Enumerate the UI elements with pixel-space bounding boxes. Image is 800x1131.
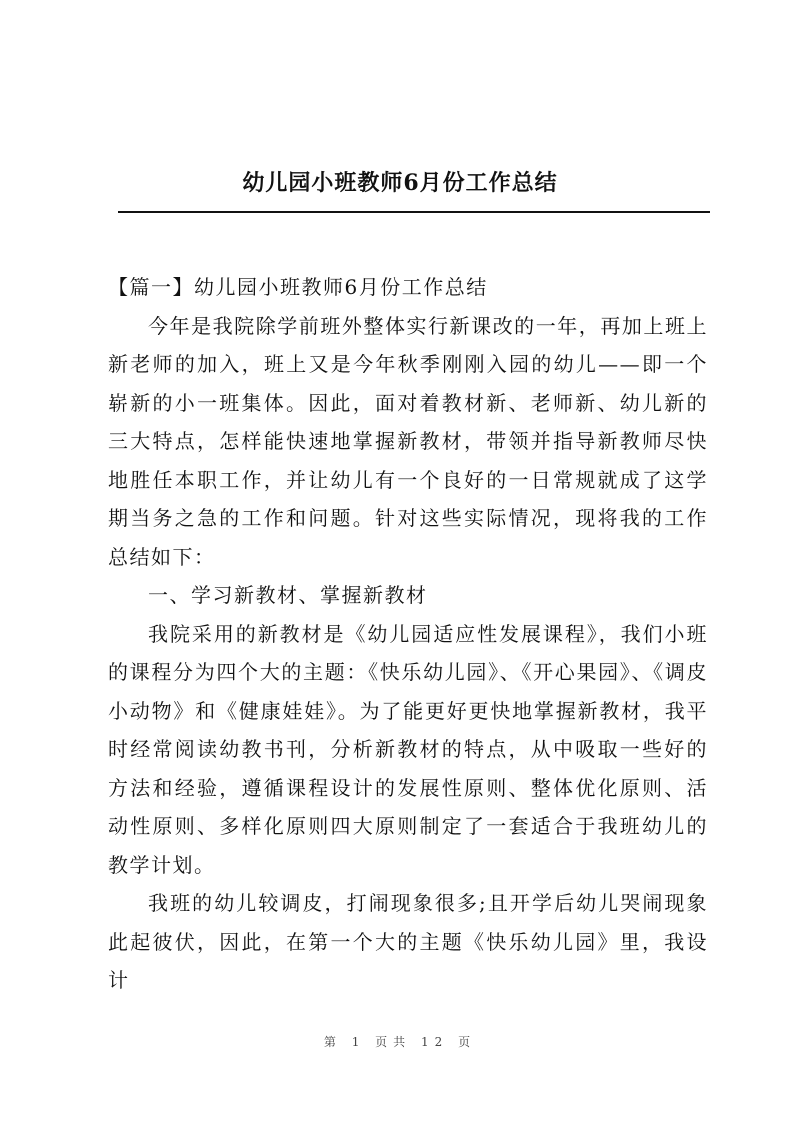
subsection-heading: 一、学习新教材、掌握新教材 (148, 583, 428, 607)
title-divider (118, 211, 710, 213)
body-paragraph: 我院采用的新教材是《幼儿园适应性发展课程》，我们小班的课程分为四个大的主题：《快乐幼儿园》、《开心果园》、《调皮小动物》和《健康娃娃》。为了能更好更快地掌握新教材，我平时经常阅读幼教书刊，分析新教材的特点，从中吸取一些好的方法和经验，遵循课程设计的发展性原则、整体优化原则、活动性原则、多样化原则四大原则制定了一套适合于我班幼儿的教学计划。 (108, 621, 708, 877)
section-heading: 【篇一】幼儿园小班教师6月份工作总结 (108, 275, 488, 299)
body-paragraph: 今年是我院除学前班外整体实行新课改的一年，再加上班上新老师的加入，班上又是今年秋季刚刚入园的幼儿——即一个崭新的小一班集体。因此，面对着教材新、老师新、幼儿新的三大特点，怎样能快速地掌握新教材，带领并指导新教师尽快地胜任本职工作，并让幼儿有一个良好的一日常规就成了这学期当务之急的工作和问题。针对这些实际情况，现将我的工作总结如下： (108, 313, 708, 569)
body-paragraph: 我班的幼儿较调皮，打闹现象很多;且开学后幼儿哭闹现象此起彼伏，因此，在第一个大的主题《快乐幼儿园》里，我设计 (108, 891, 708, 992)
document-title: 幼儿园小班教师6月份工作总结 (242, 170, 558, 196)
document-body (108, 268, 708, 1000)
page-footer: 第 1 页共 12 页 (323, 1035, 477, 1049)
